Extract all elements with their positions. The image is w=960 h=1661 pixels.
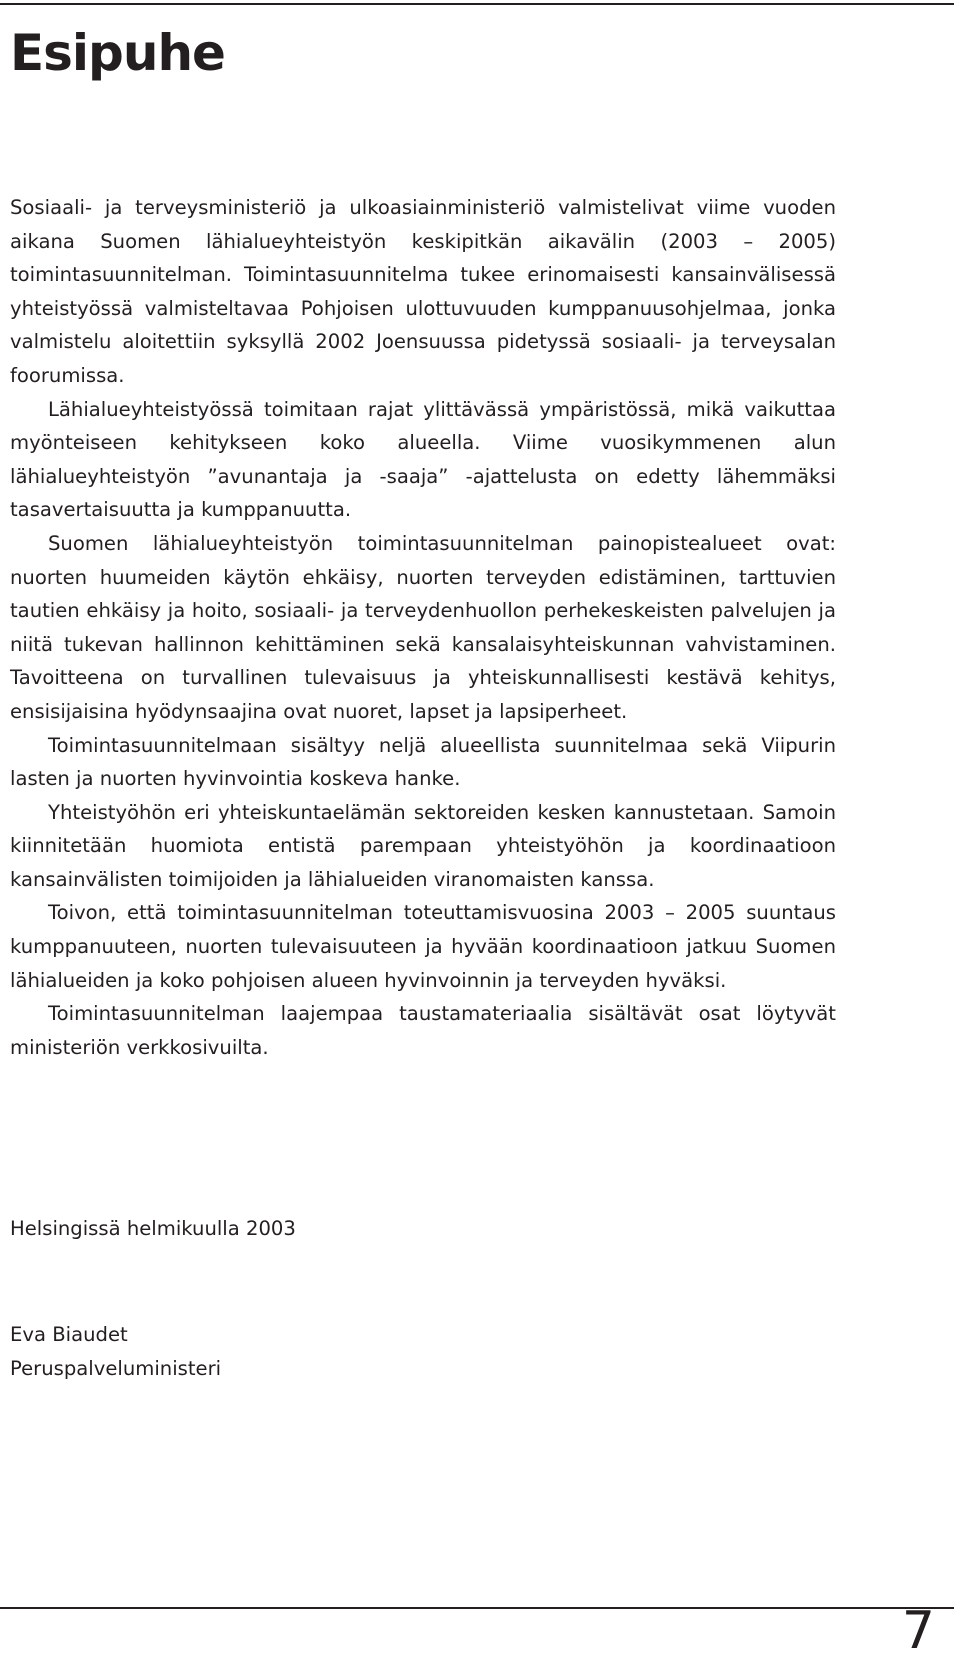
paragraph-5: Yhteistyöhön eri yhteiskuntaelämän sektoreiden kesken kannustetaan. Samoin kiinnitetään huomiota entistä parempaan yhteistyöhön ja koordinaatioon kansainvälisten toimijoiden ja lähialueiden viranomaisten kanssa. [10,800,836,891]
signature-block [10,1318,221,1385]
paragraph-3: Suomen lähialueyhteistyön toimintasuunnitelman painopistealueet ovat: nuorten huumeiden käytön ehkäisy, nuorten terveyden edistäminen, tarttuvien tautien ehkäisy ja hoito, sosiaali- ja terveydenhuollon perhekeskeisten palvelujen ja niitä tukevan hallinnon kehittäminen sekä kansalaisyhteiskunnan vahvistaminen. Tavoitteena on turvallinen tulevaisuus ja yhteiskunnallisesti kestävä kehitys, ensisijaisina hyödynsaajina ovat nuoret, lapset ja lapsiperheet. [10,531,836,723]
place-date: Helsingissä helmikuulla 2003 [10,1217,296,1240]
paragraph-1: Sosiaali- ja terveysministeriö ja ulkoasiainministeriö valmistelivat viime vuoden aikana Suomen lähialueyhteistyön keskipitkän aikavälin (2003 – 2005) toimintasuunnitelman. Toimintasuunnitelma tukee erinomaisesti kansainvälisessä yhteistyössä valmisteltavaa Pohjoisen ulottuvuuden kumppanuusohjelmaa, jonka valmistelu aloitettiin syksyllä 2002 Joensuussa pidetyssä sosiaali- ja terveysalan foorumissa. [10,196,836,387]
body-text [10,191,836,1064]
bottom-rule [0,1607,954,1609]
signer-title: Peruspalveluministeri [10,1356,222,1380]
signer-name: Eva Biaudet [10,1323,128,1346]
paragraph-2: Lähialueyhteistyössä toimitaan rajat ylittävässä ympäristössä, mikä vaikuttaa myönteiseen kehitykseen koko alueella. Viime vuosikymmenen alun lähialueyhteistyön ”avunantaja ja -saaja” -ajattelusta on edetty lähemmäksi tasavertaisuutta ja kumppanuutta. [10,397,836,522]
page-number: 7 [901,1601,935,1661]
page-title: Esipuhe [10,24,225,82]
top-rule [0,3,954,5]
paragraph-7: Toimintasuunnitelman laajempaa taustamateriaalia sisältävät osat löytyvät ministeriön verkkosivuilta. [10,1002,836,1059]
paragraph-4: Toimintasuunnitelmaan sisältyy neljä alueellista suunnitelmaa sekä Viipurin lasten ja nuorten hyvinvointia koskeva hanke. [10,733,836,791]
paragraph-6: Toivon, että toimintasuunnitelman toteuttamisvuosina 2003 – 2005 suuntaus kumppanuuteen, nuorten tulevaisuuteen ja hyvään koordinaatioon jatkuu Suomen lähialueiden ja koko pohjoisen alueen hyvinvoinnin ja terveyden hyväksi. [10,901,836,992]
